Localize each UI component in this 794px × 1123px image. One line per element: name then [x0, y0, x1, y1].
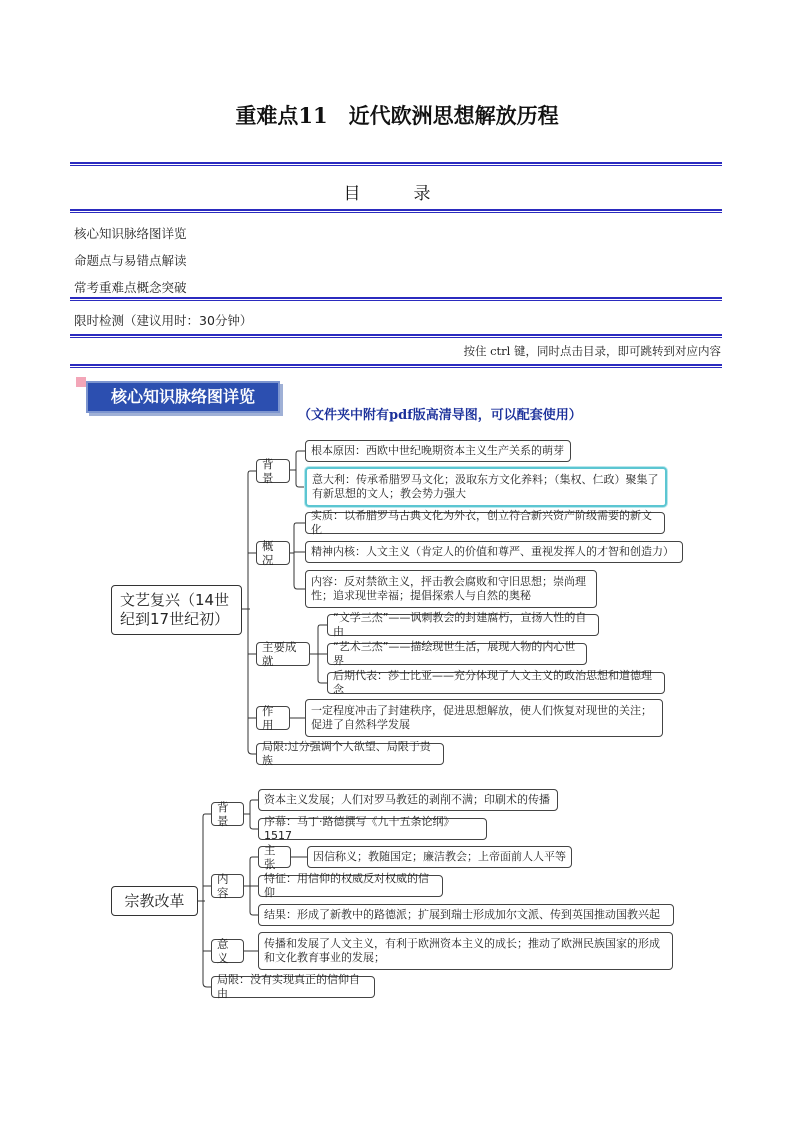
renaissance-achievements-node: 主要成就	[256, 642, 310, 666]
reformation-claims-text: 因信称义；教随国定；廉洁教会；上帝面前人人平等	[307, 846, 572, 868]
renaissance-background-node: 背景	[256, 459, 290, 483]
toc-heading: 目 录	[343, 184, 449, 204]
reformation-significance-node: 意义	[211, 939, 244, 963]
renaissance-limitation: 局限:过分强调个人欲望、局限于贵族	[256, 743, 444, 765]
renaissance-root-cause: 根本原因：西欧中世纪晚期资本主义生产关系的萌芽	[305, 440, 571, 462]
renaissance-italy: 意大利：传承希腊罗马文化；汲取东方文化养料；（集权、仁政）聚集了有新思想的文人；教会势力强大	[305, 467, 667, 507]
reformation-result: 结果：形成了新教中的路德派；扩展到瑞士形成加尔文派、传到英国推动国教兴起	[258, 904, 674, 926]
renaissance-root: 文艺复兴（14世纪到17世纪初）	[111, 585, 242, 635]
renaissance-literature-masters: “文学三杰”——讽刺教会的封建腐朽，宣扬人性的自由	[327, 614, 599, 636]
renaissance-impact-node: 作用	[256, 706, 290, 730]
ctrl-click-hint: 按住 ctrl 键，同时点击目录，即可跳转到对应内容	[463, 344, 721, 358]
reformation-content-node: 内容	[211, 874, 244, 898]
reformation-significance-text: 传播和发展了人文主义，有利于欧洲资本主义的成长；推动了欧洲民族国家的形成和文化教育事业的发展；	[258, 932, 673, 970]
renaissance-overview-node: 概况	[256, 541, 290, 565]
section-note: （文件夹中附有pdf版高清导图，可以配套使用）	[298, 408, 582, 423]
section-banner: 核心知识脉络图详览	[86, 381, 280, 413]
reformation-prelude: 序幕：马丁·路德撰写《九十五条论纲》1517	[258, 818, 487, 840]
renaissance-content: 内容：反对禁欲主义，抨击教会腐败和守旧思想；崇尚理性；追求现世幸福；提倡探索人与自然的奥秘	[305, 570, 597, 608]
toc-item-concepts[interactable]: 常考重难点概念突破	[74, 280, 187, 295]
toc-item-timed-test[interactable]: 限时检测（建议用时：30分钟）	[74, 313, 253, 328]
toc-item-core-map[interactable]: 核心知识脉络图详览	[74, 226, 187, 241]
renaissance-impact-text: 一定程度冲击了封建秩序，促进思想解放，使人们恢复对现世的关注；促进了自然科学发展	[305, 699, 663, 737]
renaissance-spirit: 精神内核：人文主义（肯定人的价值和尊严、重视发挥人的才智和创造力）	[305, 541, 683, 563]
reformation-root: 宗教改革	[111, 886, 198, 916]
reformation-feature: 特征：用信仰的权威反对权威的信仰	[258, 875, 443, 897]
page-title: 重难点11 近代欧洲思想解放历程	[235, 103, 559, 128]
renaissance-essence: 实质：以希腊罗马古典文化为外衣，创立符合新兴资产阶级需要的新文化	[305, 512, 665, 534]
reformation-background-node: 背景	[211, 802, 244, 826]
reformation-capitalism: 资本主义发展；人们对罗马教廷的剥削不满；印刷术的传播	[258, 789, 558, 811]
toc-item-key-points[interactable]: 命题点与易错点解读	[74, 253, 187, 268]
reformation-limitation: 局限：没有实现真正的信仰自由	[211, 976, 375, 998]
renaissance-shakespeare: 后期代表：莎士比亚——充分体现了人文主义的政治思想和道德理念	[327, 672, 665, 694]
reformation-claims-node: 主张	[258, 846, 291, 868]
renaissance-art-masters: “艺术三杰”——描绘现世生活，展现人物的内心世界	[327, 643, 587, 665]
